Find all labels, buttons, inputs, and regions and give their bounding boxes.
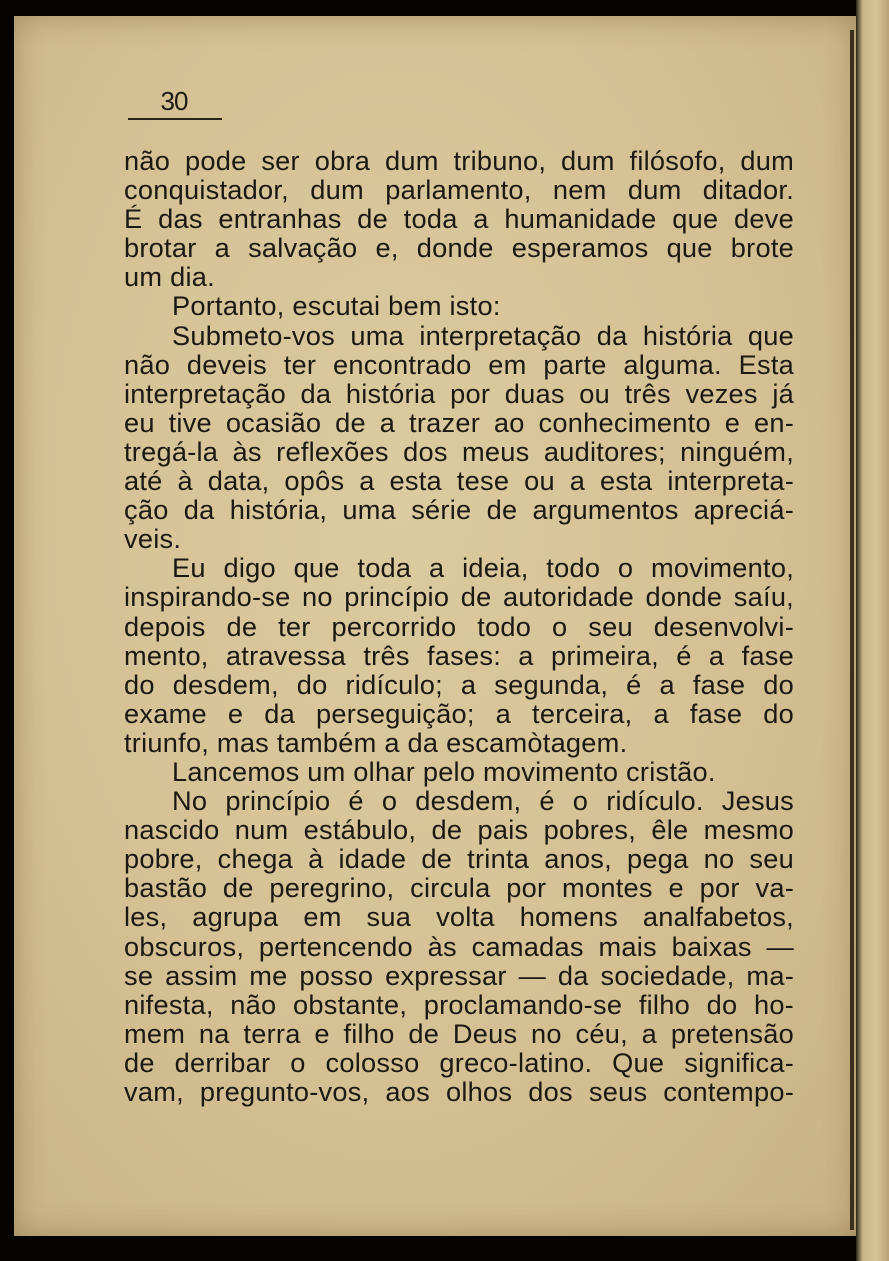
body-text — [124, 146, 794, 1106]
text-line: não pode ser obra dum tribuno, dum filósofo, dum — [124, 145, 794, 176]
text-line: pobre, chega à idade de trinta anos, pega no seu — [124, 843, 794, 875]
text-line: Portanto, escutai bem isto: — [172, 290, 501, 322]
next-page-edge — [856, 0, 889, 1261]
text-line: veis. — [124, 523, 182, 555]
text-line: brotar a salvação e, donde esperamos que brote — [124, 232, 794, 264]
text-line: exame e da perseguição; a terceira, a fase do — [124, 697, 794, 729]
text-line: obscuros, pertencendo às camadas mais baixas — — [124, 930, 794, 962]
text-line: mento, atravessa três fases: a primeira, é a fase — [124, 639, 794, 671]
text-line: nifesta, não obstante, proclamando-se filho do ho- — [124, 988, 794, 1020]
text-line: depois de ter percorrido todo o seu desenvolvi- — [124, 610, 794, 642]
page-number: 30 — [160, 86, 188, 116]
text-line: interpretação da história por duas ou três vezes já — [124, 377, 794, 409]
text-line: mem na terra e filho de Deus no céu, a pretensão — [124, 1017, 794, 1049]
text-line: No princípio é o desdem, é o ridículo. Jesus — [172, 785, 794, 817]
text-line: conquistador, dum parlamento, nem dum ditador. — [124, 174, 794, 206]
page-number-rule — [128, 118, 222, 120]
text-line: não deveis ter encontrado em parte alguma. Esta — [124, 348, 794, 380]
text-line: nascido num estábulo, de pais pobres, êle mesmo — [124, 814, 794, 846]
text-line: É das entranhas de toda a humanidade que deve — [124, 203, 794, 235]
text-line: até à data, opôs a esta tese ou a esta interpreta- — [124, 465, 794, 497]
text-line: um dia. — [124, 261, 215, 293]
text-line: Lancemos um olhar pelo movimento cristão. — [172, 755, 716, 787]
text-line: les, agrupa em sua volta homens analfabetos, — [124, 901, 794, 933]
text-line: ção da história, uma série de argumentos apreciá- — [124, 494, 794, 526]
text-line: Eu digo que toda a ideia, todo o movimento, — [172, 552, 794, 584]
text-line: do desdem, do ridículo; a segunda, é a fase do — [124, 668, 794, 700]
text-line: se assim me posso expressar — da sociedade, ma- — [124, 959, 794, 991]
text-line: eu tive ocasião de a trazer ao conhecimento e en- — [124, 406, 794, 438]
text-line: tregá-la às reflexões dos meus auditores; ninguém, — [124, 435, 794, 467]
text-line: inspirando-se no princípio de autoridade donde saíu, — [124, 581, 794, 613]
binding-gutter — [850, 30, 854, 1230]
text-line: vam, pregunto-vos, aos olhos dos seus contempo- — [124, 1076, 794, 1107]
text-line: Submeto-vos uma interpretação da história que — [172, 319, 794, 351]
text-line: triunfo, mas também a da escamòtagem. — [124, 726, 628, 758]
text-line: de derribar o colosso greco-latino. Que significa- — [124, 1046, 794, 1078]
text-line: bastão de peregrino, circula por montes e por va- — [124, 872, 794, 904]
